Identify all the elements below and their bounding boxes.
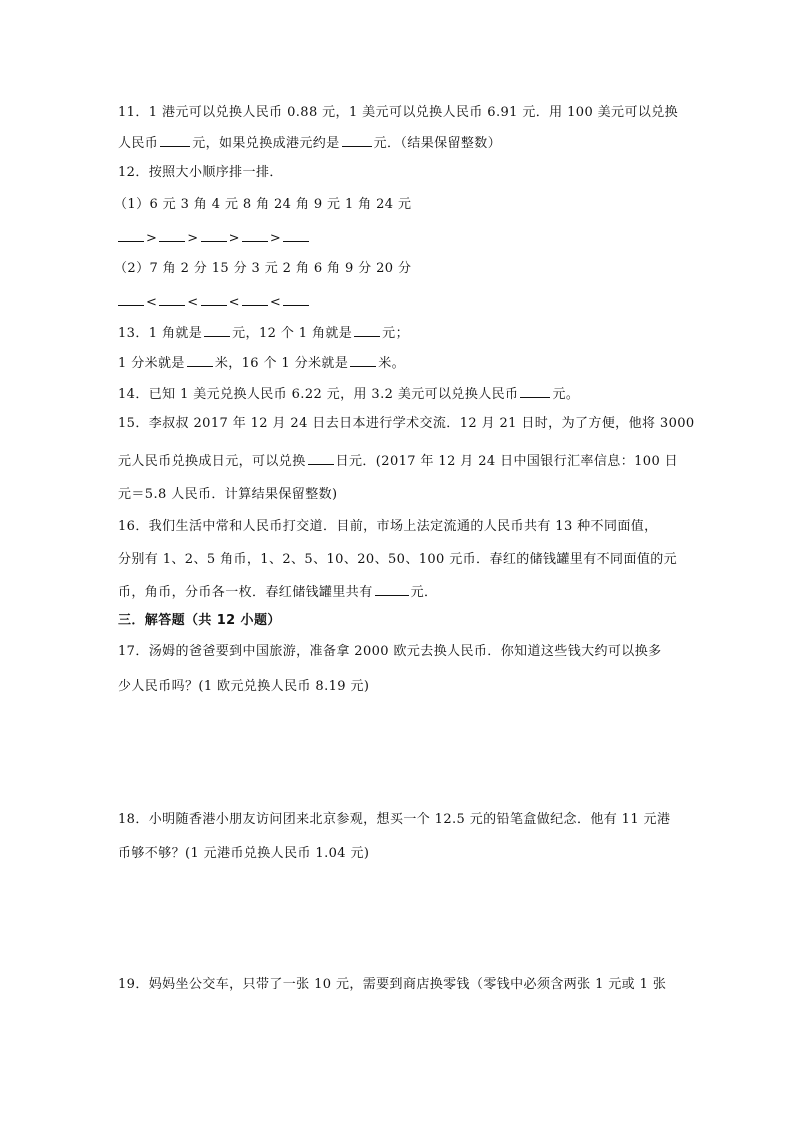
q13-text-f: 米。 xyxy=(378,356,406,371)
answer-blank[interactable] xyxy=(118,228,144,242)
gt-sign: > xyxy=(269,231,282,246)
answer-blank[interactable] xyxy=(159,228,185,242)
q13-text-c: 元； xyxy=(382,326,409,341)
answer-blank[interactable] xyxy=(187,353,213,367)
q13-line1 xyxy=(118,323,409,343)
q16-line1: 16．我们生活中常和人民币打交道．目前，市场上法定流通的人民币共有 13 种不同面值， xyxy=(118,519,658,534)
answer-blank[interactable] xyxy=(520,384,550,398)
q11-line1: 11．1 港元可以兑换人民币 0.88 元，1 美元可以兑换人民币 6.91 元．用 100 美元可以兑换 xyxy=(118,105,679,120)
answer-blank[interactable] xyxy=(283,228,309,242)
q12-part1: （1）6 元 3 角 4 元 8 角 24 角 9 元 1 角 24 元 xyxy=(114,197,412,212)
q18-line1: 18．小明随香港小朋友访问团来北京参观，想买一个 12.5 元的铅笔盒做纪念．他有 11 元港 xyxy=(118,812,671,827)
answer-blank[interactable] xyxy=(204,323,230,337)
lt-sign: < xyxy=(228,295,240,310)
answer-blank[interactable] xyxy=(283,292,309,306)
gt-sign: > xyxy=(146,231,158,246)
section-heading: 三．解答题（共 12 小题） xyxy=(118,613,281,628)
q18-line2: 币够不够？(1 元港币兑换人民币 1.04 元) xyxy=(118,846,370,861)
lt-sign: < xyxy=(187,295,199,310)
answer-blank[interactable] xyxy=(375,582,409,596)
q13-text-a: 13．1 角就是 xyxy=(118,326,203,341)
gt-sign: > xyxy=(187,231,199,246)
q15-line2 xyxy=(118,451,678,471)
answer-blank[interactable] xyxy=(201,228,227,242)
q16-text-a: 币，角币，分币各一枚．春红储钱罐里共有 xyxy=(118,585,373,600)
q11-text-c: 元．（结果保留整数） xyxy=(373,136,502,151)
q13-text-d: 1 分米就是 xyxy=(118,356,185,371)
answer-blank[interactable] xyxy=(350,353,376,367)
q11-text-b: 元，如果兑换成港元约是 xyxy=(192,136,340,151)
answer-blank[interactable] xyxy=(118,292,144,306)
answer-blank[interactable] xyxy=(201,292,227,306)
q15-line3: 元＝5.8 人民币．计算结果保留整数) xyxy=(118,487,338,502)
q16-text-b: 元． xyxy=(410,585,438,600)
answer-blank[interactable] xyxy=(342,133,372,147)
q13-text-e: 米，16 个 1 分米就是 xyxy=(214,356,349,371)
gt-sign: > xyxy=(228,231,240,246)
answer-blank[interactable] xyxy=(160,133,190,147)
q11-line2 xyxy=(118,133,501,153)
answer-blank[interactable] xyxy=(242,228,268,242)
q12-title: 12．按照大小顺序排一排． xyxy=(118,165,283,180)
q12-part2-order xyxy=(118,292,311,312)
q11-text-a: 人民币 xyxy=(118,136,159,151)
lt-sign: < xyxy=(269,295,282,310)
q16-line2: 分别有 1、2、5 角币，1、2、5、10、20、50、100 元币．春红的储钱罐里有不同面值的元 xyxy=(118,552,678,567)
q12-part2: （2）7 角 2 分 15 分 3 元 2 角 6 角 9 分 20 分 xyxy=(114,261,412,276)
q19-line1: 19．妈妈坐公交车，只带了一张 10 元，需要到商店换零钱（零钱中必须含两张 1 元或 1 张 xyxy=(118,977,667,992)
lt-sign: < xyxy=(146,295,158,310)
q16-line3 xyxy=(118,582,437,602)
q17-line2: 少人民币吗？(1 欧元兑换人民币 8.19 元) xyxy=(118,679,370,694)
q13-line2 xyxy=(118,353,405,373)
answer-blank[interactable] xyxy=(159,292,185,306)
answer-blank[interactable] xyxy=(308,451,334,465)
q14-text-b: 元。 xyxy=(552,387,580,402)
q14-text-a: 14．已知 1 美元兑换人民币 6.22 元，用 3.2 美元可以兑换人民币 xyxy=(118,387,519,402)
q13-text-b: 元，12 个 1 角就是 xyxy=(232,326,353,341)
q15-text-b: 日元．(2017 年 12 月 24 日中国银行汇率信息：100 日 xyxy=(335,454,679,469)
q15-text-a: 元人民币兑换成日元，可以兑换 xyxy=(118,454,306,469)
q12-part1-order xyxy=(118,228,311,248)
answer-blank[interactable] xyxy=(354,323,380,337)
q15-line1: 15．李叔叔 2017 年 12 月 24 日去日本进行学术交流．12 月 21 日时，为了方便，他将 3000 xyxy=(118,416,695,431)
q14-line xyxy=(118,384,579,404)
answer-blank[interactable] xyxy=(242,292,268,306)
q17-line1: 17．汤姆的爸爸要到中国旅游，准备拿 2000 欧元去换人民币．你知道这些钱大约可以换多 xyxy=(118,644,662,659)
